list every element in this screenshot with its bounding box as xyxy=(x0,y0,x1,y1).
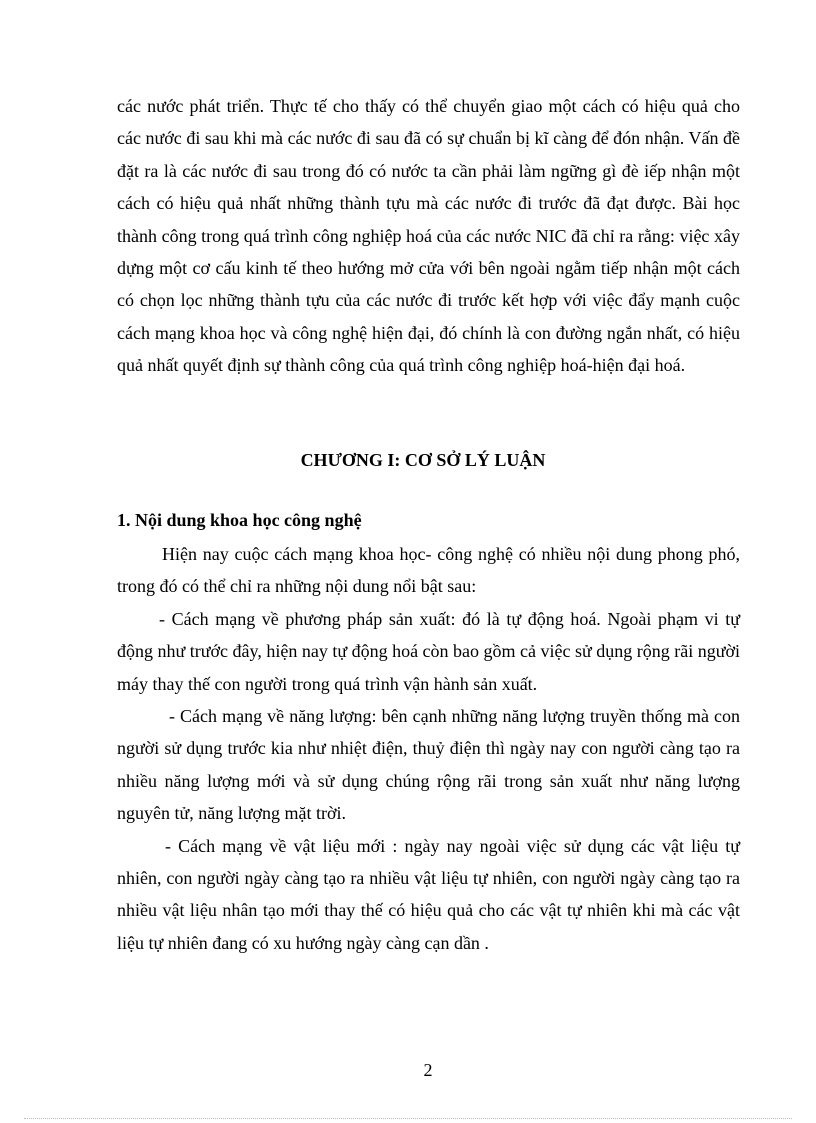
intro-paragraph: các nước phát triển. Thực tế cho thấy có thể chuyển giao một cách có hiệu quả cho các nước đi sau khi mà các nước đi sau đã có sự chuẩn bị kĩ càng để đón nhận. Vấn đề đặt ra là các nước đi sau trong đó có nước ta cần phải làm ngững gì đè iếp nhận một cách có hiệu quả nhất những thành tựu mà các nước đi trước đã đạt được. Bài học thành công trong quá trình công nghiệp hoá của các nước NIC đã chỉ ra rằng: việc xây dựng một cơ cấu kinh tế theo hướng mở cửa với bên ngoài ngằm tiếp nhận một cách có chọn lọc những thành tựu của các nước đi trước kết hợp với việc đẩy mạnh cuộc cách mạng khoa học và công nghệ hiện đại, đó chính là con đường ngắn nhất, có hiệu quả nhất quyết định sự thành công của quá trình công nghiệp hoá-hiện đại hoá. xyxy=(117,96,740,376)
paragraph-production-methods: - Cách mạng về phương pháp sản xuất: đó là tự động hoá. Ngoài phạm vi tự động như trước đây, hiện nay tự động hoá còn bao gồm cả việc sử dụng rộng rãi người máy thay thế con người trong quá trình vận hành sản xuất. xyxy=(117,608,741,694)
section-body xyxy=(117,538,740,959)
paragraph-materials: - Cách mạng về vật liệu mới : ngày nay ngoài việc sử dụng các vật liệu tự nhiên, con người ngày càng tạo ra nhiều vật liệu tự nhiên, con người ngày càng tạo ra nhiều vật liệu nhân tạo mới thay thế có hiệu quả cho các vật tự nhiên khi mà các vật liệu tự nhiên đang có xu hướng ngày càng cạn dần . xyxy=(117,835,740,953)
paragraph-energy: - Cách mạng về năng lượng: bên cạnh những năng lượng truyền thống mà con người sử dụng trước kia như nhiệt điện, thuỷ điện thì ngày nay con người càng tạo ra nhiều năng lượng mới và sử dụng chúng rộng rãi trong sản xuất như năng lượng nguyên tử, năng lượng mặt trời. xyxy=(117,706,740,824)
page-bottom-divider xyxy=(24,1118,792,1119)
paragraph-overview: Hiện nay cuộc cách mạng khoa học- công nghệ có nhiều nội dung phong phó, trong đó có thể chỉ ra những nội dung nổi bật sau: xyxy=(117,544,740,597)
chapter-title: CHƯƠNG I: CƠ SỞ LÝ LUẬN xyxy=(300,450,546,470)
section-heading: 1. Nội dung khoa học công nghệ xyxy=(117,510,362,530)
page-number: 2 xyxy=(423,1060,433,1080)
